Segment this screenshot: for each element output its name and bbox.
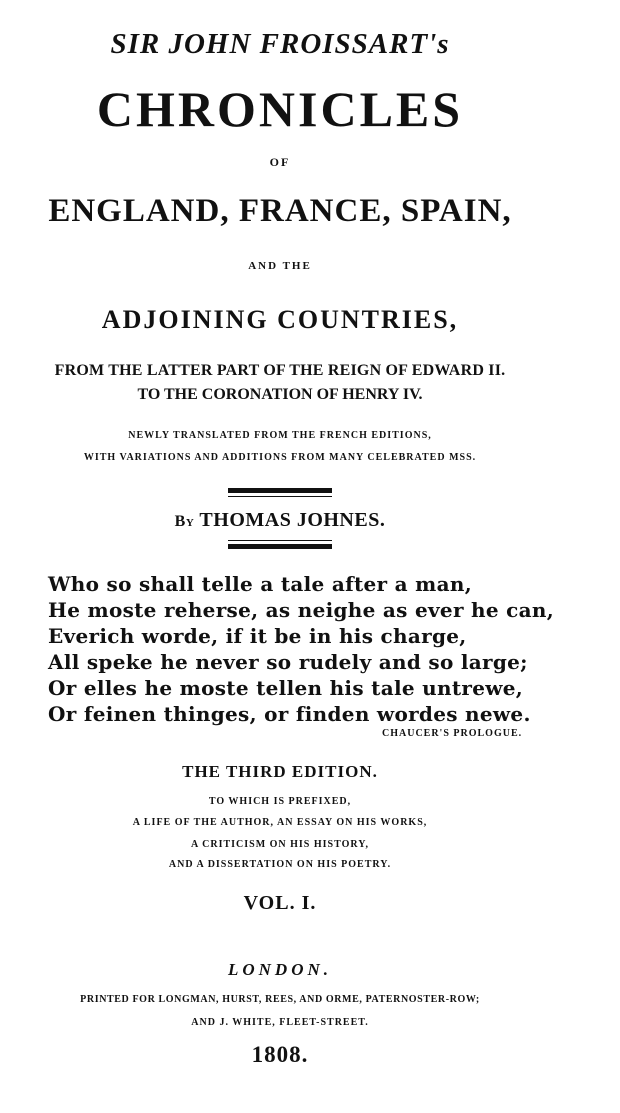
- period-line-2: TO THE CORONATION OF HENRY IV.: [137, 386, 423, 403]
- volume-label: VOL. I.: [243, 892, 317, 914]
- divider-rule-bottom: [228, 544, 332, 549]
- imprint-year: 1808.: [251, 1042, 309, 1067]
- author-line: SIR JOHN FROISSART's: [110, 28, 450, 60]
- adjoining-line: ADJOINING COUNTRIES,: [101, 305, 459, 334]
- epigraph-attribution: CHAUCER'S PROLOGUE.: [382, 728, 523, 739]
- epigraph-line: Everich worde, if it be in his charge,: [48, 624, 467, 648]
- translation-line-1: NEWLY TRANSLATED FROM THE FRENCH EDITIONS,: [128, 430, 432, 441]
- epigraph-line: Or feinen thinges, or finden wordes newe.: [48, 702, 531, 726]
- main-title: CHRONICLES: [96, 81, 464, 137]
- of-word: OF: [269, 155, 291, 169]
- divider-rule-top-thin: [228, 496, 332, 497]
- epigraph-line: Or elles he moste tellen his tale untrewe,: [48, 676, 524, 700]
- prefixed-line-3: A CRITICISM ON HIS HISTORY,: [190, 839, 370, 850]
- edition-line: THE THIRD EDITION.: [182, 762, 378, 781]
- printer-line-1: PRINTED FOR LONGMAN, HURST, REES, AND ORME, PATERNOSTER-ROW;: [80, 994, 480, 1005]
- epigraph-line: Who so shall telle a tale after a man,: [48, 572, 473, 596]
- divider-rule-top: [228, 488, 332, 493]
- countries-line: ENGLAND, FRANCE, SPAIN,: [48, 193, 512, 229]
- by-prefix: By: [174, 513, 195, 530]
- translator-name: THOMAS JOHNES.: [199, 509, 386, 531]
- translation-line-2: WITH VARIATIONS AND ADDITIONS FROM MANY CELEBRATED MSS.: [83, 452, 477, 463]
- period-line-1: FROM THE LATTER PART OF THE REIGN OF EDWARD II.: [54, 362, 506, 379]
- printer-line-2: AND J. WHITE, FLEET-STREET.: [191, 1017, 369, 1028]
- divider-rule-bottom-thin: [228, 540, 332, 541]
- imprint-city: LONDON.: [227, 960, 333, 979]
- prefixed-line-4: AND A DISSERTATION ON HIS POETRY.: [168, 859, 392, 870]
- translator-line: [0, 509, 560, 532]
- and-the-line: AND THE: [248, 260, 312, 272]
- prefixed-line-1: TO WHICH IS PREFIXED,: [208, 796, 352, 807]
- epigraph-line: He moste reherse, as neighe as ever he can,: [48, 598, 555, 622]
- epigraph-line: All speke he never so rudely and so large;: [48, 650, 528, 674]
- prefixed-line-2: A LIFE OF THE AUTHOR, AN ESSAY ON HIS WORKS,: [132, 817, 428, 828]
